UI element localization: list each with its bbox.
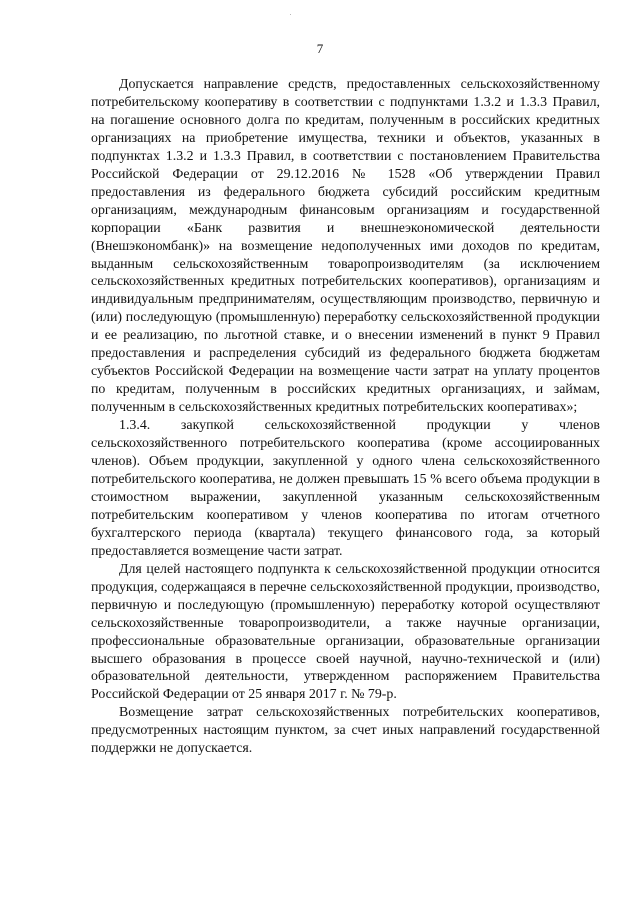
- page-number: 7: [316, 41, 324, 56]
- paragraph-agricultural-products-definition: Для целей настоящего подпункта к сельскохозяйственной продукции относится продукция, содержащаяся в перечне сельскохозяйственной продукции, производство, первичную и последующую (промышленную) переработку которой осуществляют сельскохозяйственные товаропроизводители, а также научные организации, профессиональные образовательные организации, образовательные организации высшего образования в процессе своей научной, научно-технической и (или) образовательной деятельности, утвержденном распоряжением Правительства Российской Федерации от 25 января 2017 г. № 79-р.: [91, 561, 600, 703]
- document-body: [91, 76, 600, 758]
- scan-dot-mark: [290, 14, 291, 15]
- paragraph-subitem-1-3-4: 1.3.4. закупкой сельскохозяйственной продукции у членов сельскохозяйственного потребительского кооператива (кроме ассоциированных членов). Объем продукции, закупленной у одного члена сельскохозяйственного потребительского кооператива, не должен превышать 15 % всего объема продукции в стоимостном выражении, закупленной указанным сельскохозяйственным потребительским кооперативом у членов кооператива по итогам отчетного бухгалтерского периода (квартала) текущего финансового года, за который предоставляется возмещение части затрат.: [91, 418, 600, 559]
- paragraph-loan-repayment: Допускается направление средств, предоставленных сельскохозяйственному потребительскому кооперативу в соответствии с подпунктами 1.3.2 и 1.3.3 Правил, на погашение основного долга по кредитам, полученным в российских кредитных организациях на приобретение имущества, техники и объектов, указанных в подпунктах 1.3.2 и 1.3.3 Правил, в соответствии с постановлением Правительства Российской Федерации от 29.12.2016 № 1528 «Об утверждении Правил предоставления из федерального бюджета субсидий российским кредитным организациям, международным финансовым организациям и государственной корпорации «Банк развития и внешнеэкономической деятельности (Внешэкономбанк)» на возмещение недополученных ими доходов по кредитам, выданным сельскохозяйственным товаропроизводителям (за исключением сельскохозяйственных кредитных потребительских кооперативов), организациям и индивидуальным предпринимателям, осуществляющим производство, первичную и (или) последующую (промышленную) переработку сельскохозяйственной продукции и ее реализацию, по льготной ставке, и о внесении изменений в пункт 9 Правил предоставления и распределения субсидий из федерального бюджета бюджетам субъектов Российской Федерации на возмещение части затрат на уплату процентов по кредитам, полученным в российских кредитных организациях, и займам, полученным в сельскохозяйственных кредитных потребительских кооперативах»;: [91, 77, 600, 416]
- paragraph-no-double-support: Возмещение затрат сельскохозяйственных потребительских кооперативов, предусмотренных настоящим пунктом, за счет иных направлений государственной поддержки не допускается.: [91, 705, 600, 757]
